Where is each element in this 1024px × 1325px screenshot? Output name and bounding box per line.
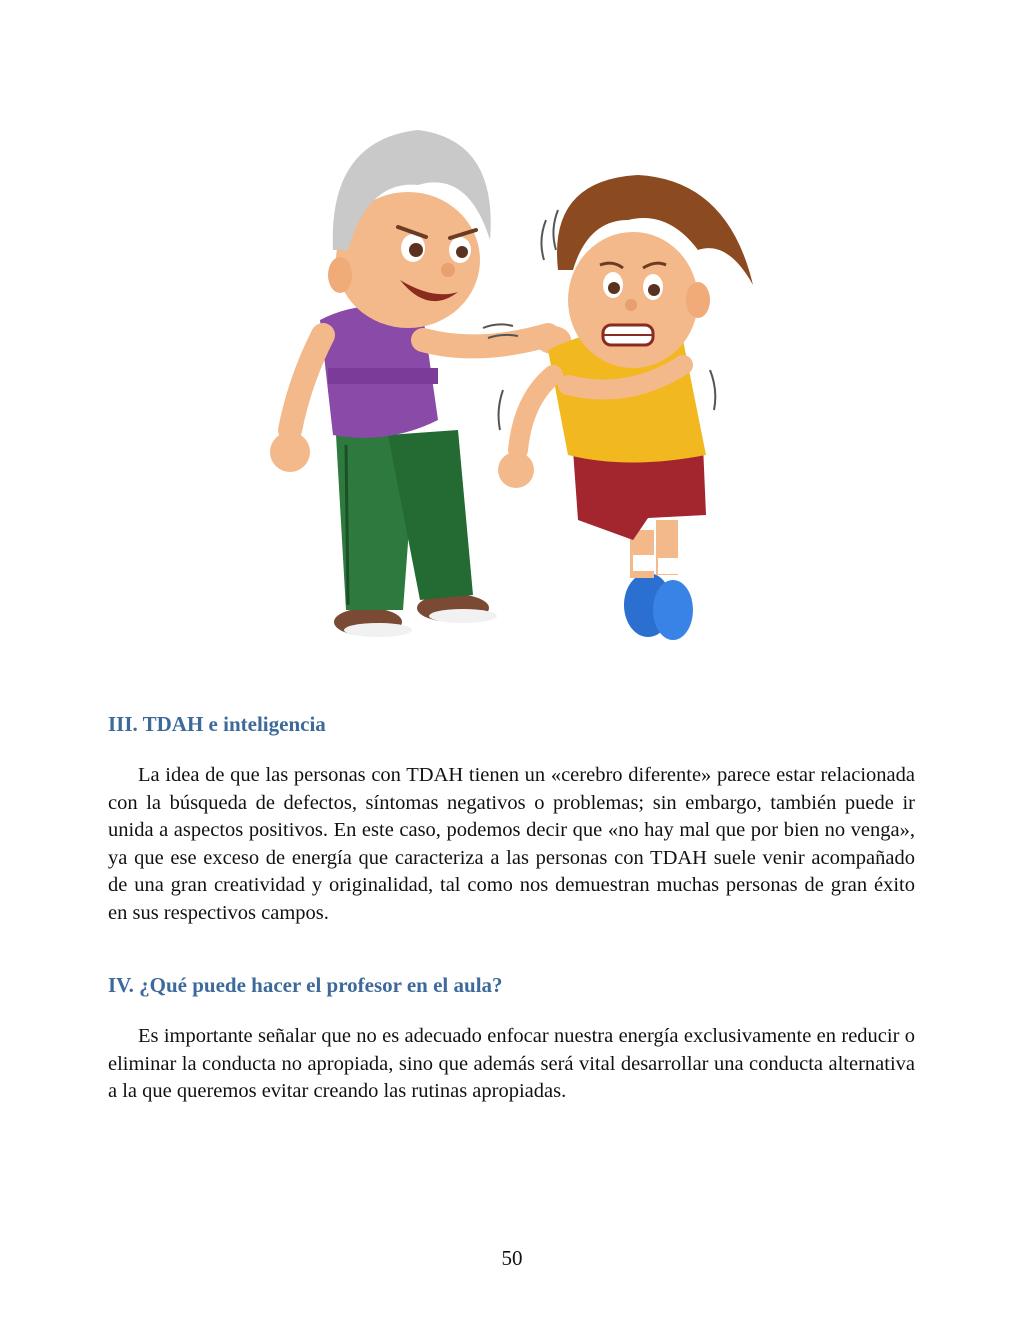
page-number: 50 <box>501 1246 523 1270</box>
section-paragraph-profesor-aula: Es importante señalar que no es adecuado enfocar nuestra energía exclusivamente en reducir o eliminar la conducta no apropiada, sino que además será vital desarrollar una conducta alternativa a la que queremos evitar creando las rutinas apropiadas. <box>108 1025 915 1103</box>
bullying-illustration <box>228 100 798 665</box>
section-heading-tdah-inteligencia: III. TDAH e inteligencia <box>108 712 326 736</box>
older-boy-figure <box>270 130 571 637</box>
section-paragraph-tdah-inteligencia: La idea de que las personas con TDAH tienen un «cerebro diferente» parece estar relacionada con la búsqueda de defectos, síntomas negativos o problemas; sin embargo, también puede ir unida a aspectos positivos. En este caso, podemos decir que «no hay mal que por bien no venga», ya que ese exceso de energía que caracteriza a las personas con TDAH suele venir acompañado de una gran creatividad y originalidad, tal como nos demuestran muchas personas de gran éxito en sus respectivos campos. <box>108 764 915 924</box>
section-heading-profesor-aula: IV. ¿Qué puede hacer el profesor en el aula? <box>108 973 503 997</box>
younger-boy-figure <box>498 175 753 640</box>
